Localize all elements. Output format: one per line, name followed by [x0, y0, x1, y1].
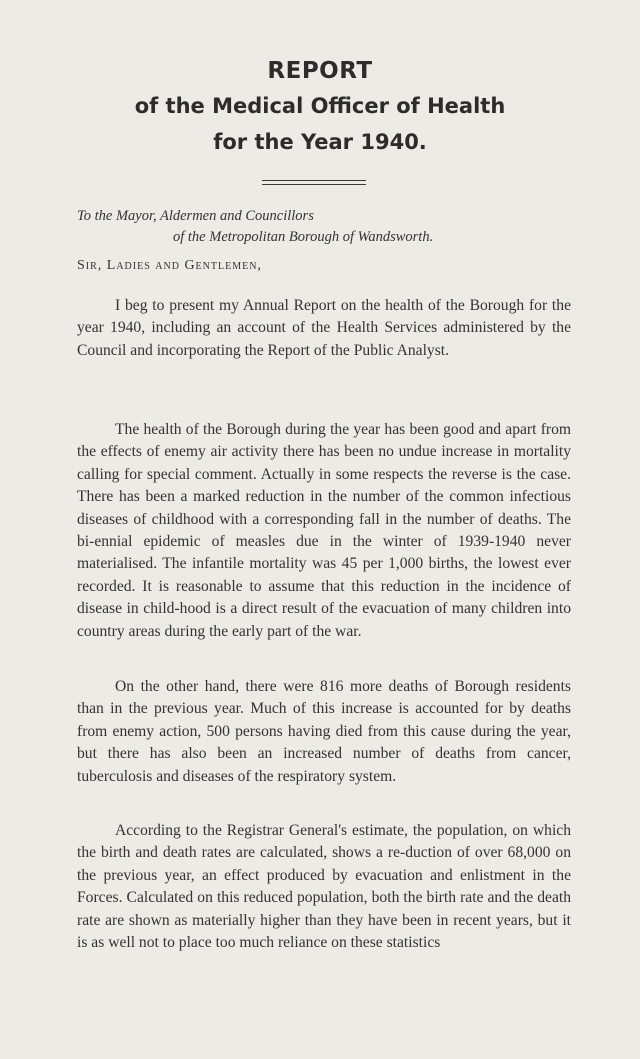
paragraph-deaths: On the other hand, there were 816 more deaths of Borough residents than in the previous year. Much of this increase is accounted for by deaths from enemy action, 500 persons having died from this cause during the year, but there has also been an increased number of deaths from cancer, tuberculosis and diseases of the respiratory system. — [77, 678, 571, 785]
paragraph-population: According to the Registrar General's estimate, the population, on which the birth and death rates are calculated, shows a re-duction of over 68,000 on the previous year, an effect produced by evacuation and enlistment in the Forces. Calculated on this reduced population, both the birth rate and the death rate are shown as materially higher than they have been in recent years, but it is as well not to place too much reliance on these statistics — [77, 822, 571, 952]
title-divider-bottom — [262, 184, 366, 185]
report-subtitle: of the Medical Officer of Health — [134, 94, 506, 118]
salutation: Sir, Ladies and Gentlemen, — [77, 258, 262, 273]
paragraph-borough-health: The health of the Borough during the year has been good and apart from the effects of enemy air activity there has been no undue increase in mortality calling for special comment. Actually in some respects the reverse is the case. There has been a marked reduction in the number of the common infectious diseases of childhood with a corresponding fall in the number of deaths. The bi-ennial epidemic of measles due in the winter of 1939-1940 never materialised. The infantile mortality was 45 per 1,000 births, the lowest ever recorded. It is reasonable to assume that this reduction in the incidence of disease in child-hood is a direct result of the evacuation of many children into country areas during the early part of the war. — [77, 421, 571, 640]
report-title: REPORT — [267, 58, 373, 84]
paragraph-introduction: I beg to present my Annual Report on the health of the Borough for the year 1940, including an account of the Health Services administered by the Council and incorporating the Report of the Public Analyst. — [77, 297, 571, 359]
address-line-1: To the Mayor, Aldermen and Councillors — [77, 208, 314, 224]
address-line-2: of the Metropolitan Borough of Wandsworth. — [173, 229, 434, 245]
report-year-line: for the Year 1940. — [213, 130, 427, 154]
title-divider-top — [262, 180, 366, 181]
